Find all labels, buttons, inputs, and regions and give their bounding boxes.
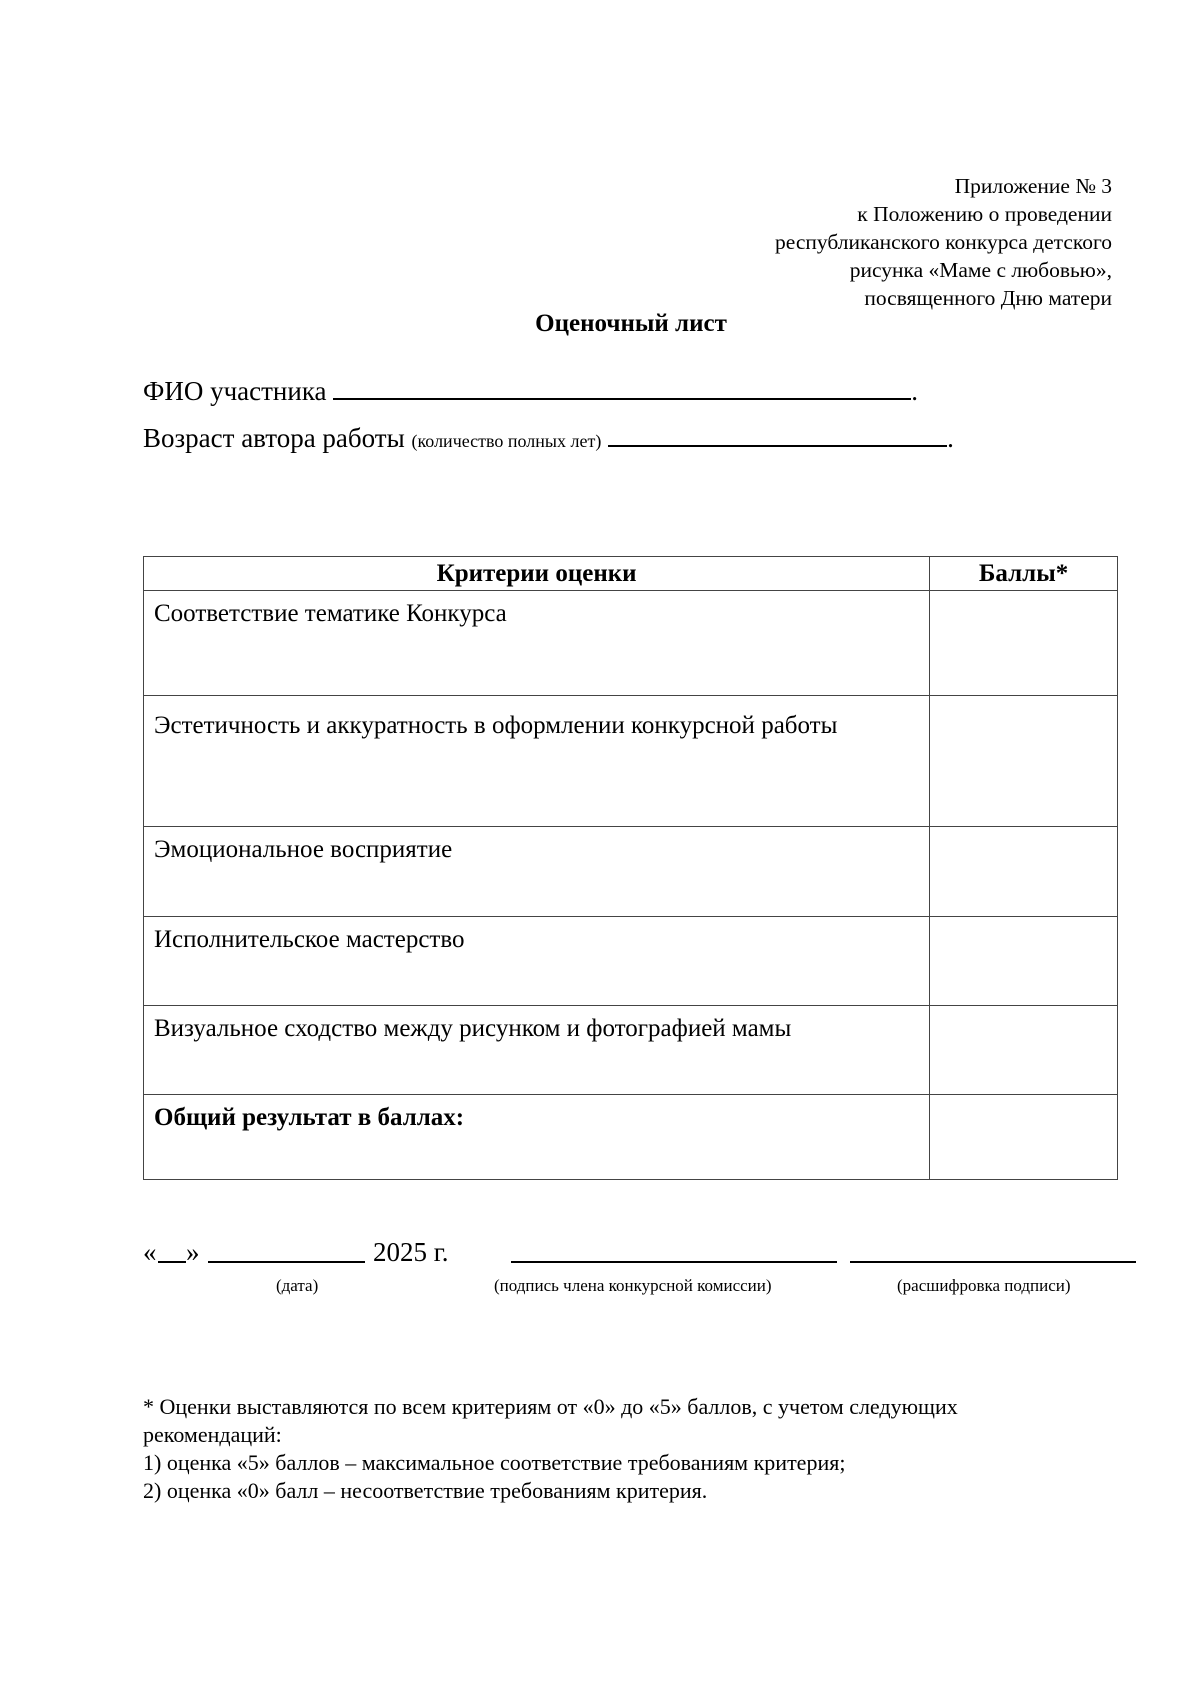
footnote-line: 1) оценка «5» баллов – максимальное соответствие требованиям критерия; — [143, 1450, 846, 1475]
score-cell[interactable] — [930, 591, 1118, 696]
author-age-field — [143, 421, 954, 458]
score-cell[interactable] — [930, 917, 1118, 1006]
table-row — [144, 696, 1118, 827]
appendix-line: к Положению о проведении — [857, 202, 1112, 226]
day-blank[interactable] — [158, 1239, 186, 1263]
participant-name-field — [143, 374, 918, 408]
participant-name-label: ФИО участника — [143, 376, 327, 406]
signature-decode-blank[interactable] — [850, 1239, 1136, 1263]
footnote-line: рекомендаций: — [143, 1422, 282, 1447]
footnote — [143, 1393, 1133, 1505]
date-caption: (дата) — [276, 1276, 319, 1295]
table-row — [144, 1006, 1118, 1095]
total-row — [144, 1095, 1118, 1180]
author-age-hint: (количество полных лет) — [411, 431, 602, 451]
table-row — [144, 591, 1118, 696]
date-open-quote: « — [143, 1237, 157, 1267]
footnote-line: * Оценки выставляются по всем критериям от «0» до «5» баллов, с учетом следующих — [143, 1394, 958, 1419]
score-cell[interactable] — [930, 827, 1118, 917]
score-cell[interactable] — [930, 696, 1118, 827]
appendix-line: республиканского конкурса детского — [775, 230, 1112, 254]
appendix-line: рисунка «Маме с любовью», — [849, 258, 1112, 282]
total-score-cell[interactable] — [930, 1095, 1118, 1180]
evaluation-table — [143, 556, 1118, 1180]
date-close-quote: » — [186, 1237, 200, 1267]
month-blank[interactable] — [208, 1239, 365, 1263]
year-text: 2025 г. — [373, 1237, 449, 1267]
table-header-row — [144, 557, 1118, 591]
score-cell[interactable] — [930, 1006, 1118, 1095]
signature-caption: (подпись члена конкурсной комиссии) — [494, 1276, 772, 1295]
footnote-line: 2) оценка «0» балл – несоответствие требованиям критерия. — [143, 1478, 708, 1503]
criterion-cell: Визуальное сходство между рисунком и фотографией мамы — [144, 1006, 930, 1095]
criterion-cell: Эстетичность и аккуратность в оформлении конкурсной работы — [144, 696, 930, 827]
table-row — [144, 827, 1118, 917]
appendix-header — [775, 172, 1112, 312]
criterion-cell: Эмоциональное восприятие — [144, 827, 930, 917]
signature-blank[interactable] — [511, 1239, 837, 1263]
participant-name-blank[interactable] — [333, 376, 911, 400]
appendix-line: посвященного Дню матери — [864, 286, 1112, 310]
score-header: Баллы* — [930, 557, 1118, 591]
decode-caption: (расшифровка подписи) — [897, 1276, 1071, 1295]
table-row — [144, 917, 1118, 1006]
criterion-cell: Исполнительское мастерство — [144, 917, 930, 1006]
total-label-cell: Общий результат в баллах: — [144, 1095, 930, 1180]
criterion-cell: Соответствие тематике Конкурса — [144, 591, 930, 696]
author-age-blank[interactable] — [608, 423, 947, 447]
author-age-label: Возраст автора работы — [143, 423, 405, 453]
criteria-header: Критерии оценки — [144, 557, 930, 591]
participant-name-period: . — [911, 376, 919, 406]
page-title: Оценочный лист — [535, 310, 727, 337]
author-age-period: . — [947, 423, 954, 453]
appendix-line: Приложение № 3 — [954, 174, 1112, 198]
